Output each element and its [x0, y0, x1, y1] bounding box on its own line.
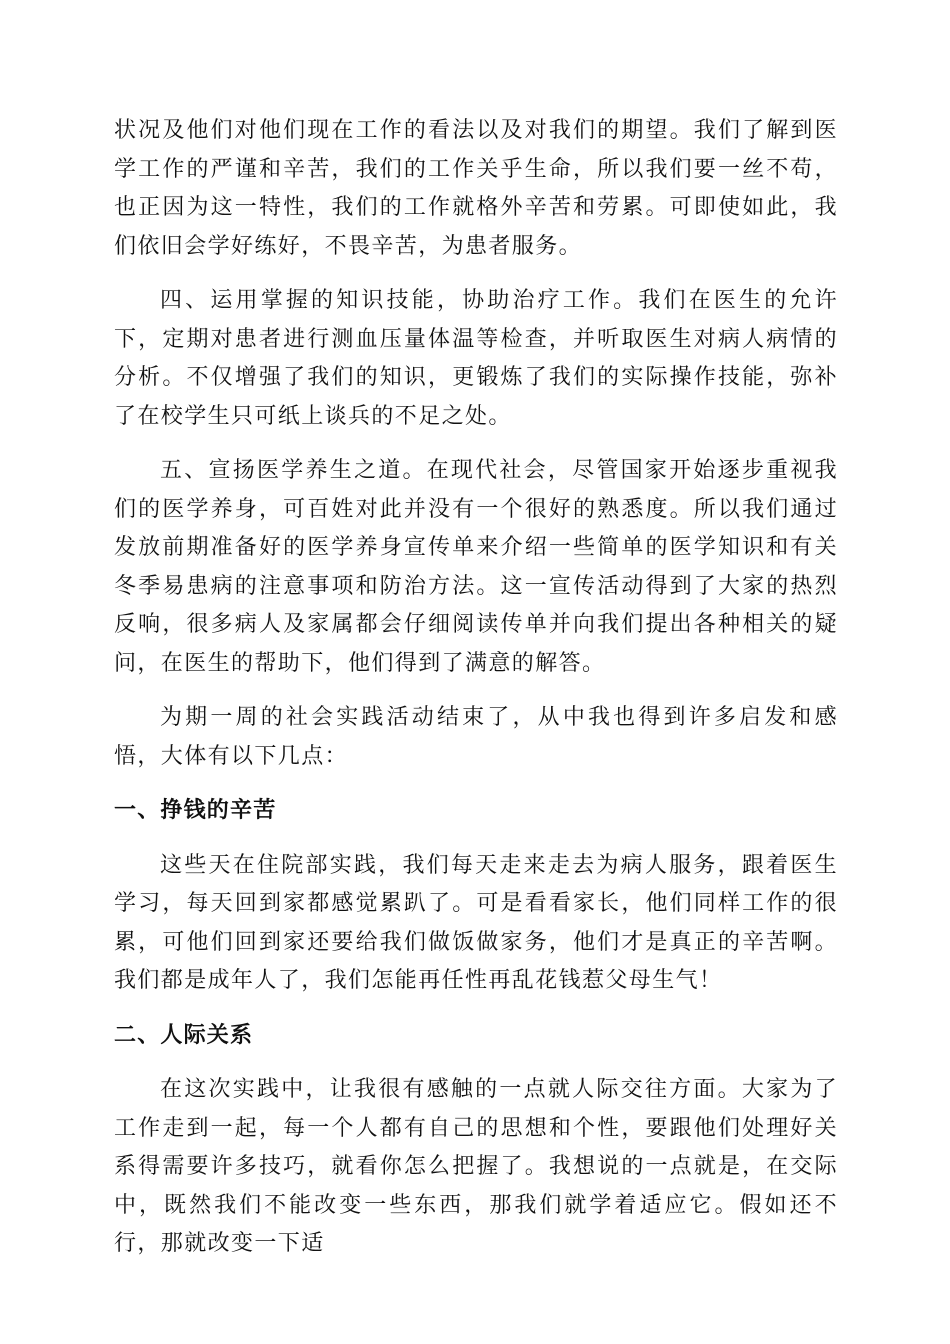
document-page — [114, 112, 838, 1264]
paragraph-continuation: 状况及他们对他们现在工作的看法以及对我们的期望。我们了解到医学工作的严谨和辛苦，我们的工作关乎生命，所以我们要一丝不苟，也正因为这一特性，我们的工作就格外辛苦和劳累。可即使如此，我们依旧会学好练好，不畏辛苦，为患者服务。 — [114, 118, 838, 259]
section-heading-relationships: 二、人际关系 — [114, 1022, 254, 1048]
paragraph-item-five: 五、宣扬医学养生之道。在现代社会，尽管国家开始逐步重视我们的医学养身，可百姓对此并没有一个很好的熟悉度。所以我们通过发放前期准备好的医学养身宣传单来介绍一些简单的医学知识和有关冬季易患病的注意事项和防治方法。这一宣传活动得到了大家的热烈反响，很多病人及家属都会仔细阅读传单并向我们提出各种相关的疑问，在医生的帮助下，他们得到了满意的解答。 — [114, 458, 838, 676]
section-text-relationships: 在这次实践中，让我很有感触的一点就人际交往方面。大家为了工作走到一起，每一个人都有自己的思想和个性，要跟他们处理好关系得需要许多技巧，就看你怎么把握了。我想说的一点就是，在交际中，既然我们不能改变一些东西，那我们就学着适应它。假如还不行，那就改变一下适 — [114, 1077, 838, 1256]
section-text-earning-hardship: 这些天在住院部实践，我们每天走来走去为病人服务，跟着医生学习，每天回到家都感觉累趴了。可是看看家长，他们同样工作的很累，可他们回到家还要给我们做饭做家务，他们才是真正的辛苦啊。我们都是成年人了，我们怎能再任性再乱花钱惹父母生气！ — [114, 852, 838, 993]
paragraph-item-four: 四、运用掌握的知识技能，协助治疗工作。我们在医生的允许下，定期对患者进行测血压量体温等检查，并听取医生对病人病情的分析。不仅增强了我们的知识，更锻炼了我们的实际操作技能，弥补了在校学生只可纸上谈兵的不足之处。 — [114, 288, 838, 429]
section-heading-earning-hardship: 一、挣钱的辛苦 — [114, 798, 277, 823]
paragraph-summary-intro: 为期一周的社会实践活动结束了，从中我也得到许多启发和感悟，大体有以下几点： — [114, 705, 838, 769]
